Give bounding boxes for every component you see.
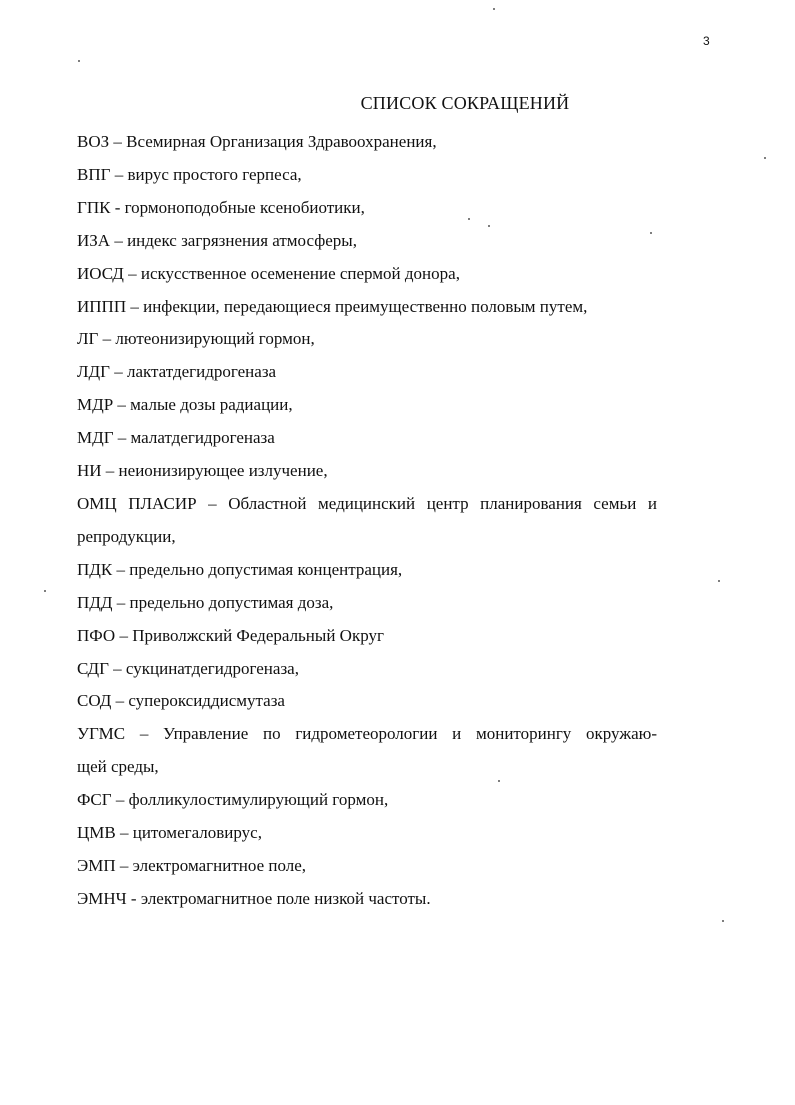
scan-speck bbox=[493, 8, 495, 10]
scan-speck bbox=[498, 780, 500, 782]
abbreviation-item: МДР – малые дозы радиации, bbox=[77, 395, 293, 415]
abbreviation-item: ИЗА – индекс загрязнения атмосферы, bbox=[77, 230, 357, 250]
abbreviation-item: ЛДГ – лактатдегидрогеназа bbox=[77, 362, 277, 382]
abbreviation-item: НИ – неионизирующее излучение, bbox=[77, 461, 328, 481]
abbreviation-item: ФСГ – фолликулостимулирующий гормон, bbox=[77, 790, 389, 810]
abbreviation-item: УГМС – Управление по гидрометеорологии и мониторингу окружаю- bbox=[77, 724, 657, 744]
abbreviation-item: ГПК - гормоноподобные ксенобиотики, bbox=[77, 197, 365, 217]
abbreviation-item: ПФО – Приволжский Федеральный Округ bbox=[77, 625, 384, 645]
abbreviation-item: ВОЗ – Всемирная Организация Здравоохранения, bbox=[77, 132, 437, 151]
abbreviation-item: ОМЦ ПЛАСИР – Областной медицинский центр планирования семьи и bbox=[77, 493, 657, 513]
scan-speck bbox=[468, 218, 470, 220]
abbreviation-item-continuation: репродукции, bbox=[77, 526, 176, 546]
abbreviation-item-continuation: щей среды, bbox=[77, 757, 159, 777]
abbreviation-item: ЛГ – лютеонизирующий гормон, bbox=[77, 329, 315, 349]
abbreviation-item: ПДК – предельно допустимая концентрация, bbox=[77, 559, 403, 579]
scan-speck bbox=[764, 157, 766, 159]
page-number: 3 bbox=[703, 34, 710, 48]
abbreviation-item: СДГ – сукцинатдегидрогеназа, bbox=[77, 658, 299, 678]
abbreviation-item: ИОСД – искусственное осеменение спермой донора, bbox=[77, 263, 460, 283]
page-title bbox=[0, 93, 795, 114]
abbreviation-item: ИППП – инфекции, передающиеся преимущественно половым путем, bbox=[77, 296, 588, 316]
abbreviation-item: ПДД – предельно допустимая доза, bbox=[77, 592, 334, 612]
abbreviation-item: ЭМП – электромагнитное поле, bbox=[77, 855, 307, 875]
scan-speck bbox=[650, 232, 652, 234]
scan-speck bbox=[722, 920, 724, 922]
scan-speck bbox=[78, 60, 80, 62]
page-title-text: СПИСОК СОКРАЩЕНИЙ bbox=[360, 93, 570, 113]
abbreviation-item: ВПГ – вирус простого герпеса, bbox=[77, 164, 302, 184]
scan-speck bbox=[488, 225, 490, 227]
abbreviation-item: ЭМНЧ - электромагнитное поле низкой частоты. bbox=[77, 888, 431, 908]
abbreviation-list bbox=[77, 126, 657, 916]
scan-speck bbox=[718, 580, 720, 582]
abbreviation-item: ЦМВ – цитомегаловирус, bbox=[77, 823, 262, 843]
abbreviation-item: СОД – супероксиддисмутаза bbox=[77, 691, 285, 711]
scan-speck bbox=[44, 590, 46, 592]
abbreviation-item: МДГ – малатдегидрогеназа bbox=[77, 428, 275, 448]
